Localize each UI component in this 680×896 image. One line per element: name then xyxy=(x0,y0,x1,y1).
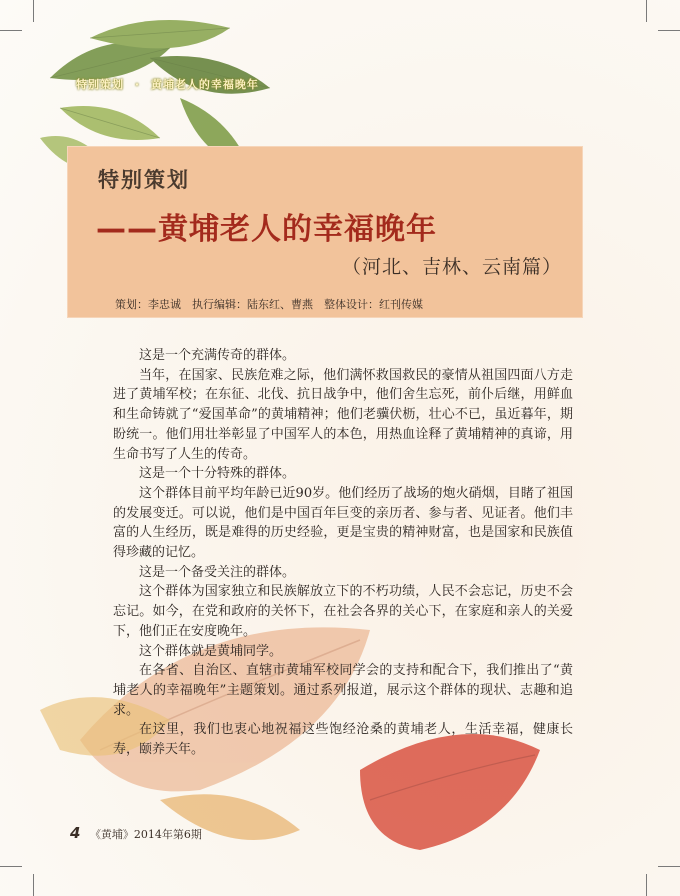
crop-mark xyxy=(658,30,680,31)
crop-mark xyxy=(33,874,34,896)
body-paragraph: 这是一个备受关注的群体。 xyxy=(139,564,296,580)
crop-mark xyxy=(0,30,22,31)
crop-mark xyxy=(658,866,680,867)
article-body xyxy=(113,346,573,760)
header-section: 特别策划 xyxy=(76,78,124,91)
credits-line: 策划：李忠诚 执行编辑：陆东红、曹燕 整体设计：红刊传媒 xyxy=(115,298,423,311)
crop-mark xyxy=(0,866,22,867)
header-separator: · xyxy=(134,78,141,91)
article-subtitle: （河北、吉林、云南篇） xyxy=(342,256,563,278)
article-title: ——黄埔老人的幸福晚年 xyxy=(96,212,437,247)
running-header xyxy=(76,76,259,92)
body-paragraph: 当年，在国家、民族危难之际，他们满怀救国救民的豪情从祖国四面八方走进了黄埔军校；在东征、北伐、抗日战争中，他们舍生忘死，前仆后继，用鲜血和生命铸就了“爱国革命”的黄埔精神；他们老骥伏枥，壮心不已，虽近暮年，期盼统一。他们用壮举彰显了中国军人的本色，用热血诠释了黄埔精神的真谛，用生命书写了人生的传奇。 xyxy=(113,367,573,462)
body-paragraph: 这个群体就是黄埔同学。 xyxy=(139,643,283,659)
body-paragraph: 这是一个十分特殊的群体。 xyxy=(139,466,296,482)
body-paragraph: 这个群体为国家独立和民族解放立下的不朽功绩，人民不会忘记，历史不会忘记。如今，在党和政府的关怀下，在社会各界的关心下，在家庭和亲人的关爱下，他们正在安度晚年。 xyxy=(113,584,573,639)
crop-mark xyxy=(646,874,647,896)
body-paragraph: 在这里，我们也衷心地祝福这些饱经沧桑的黄埔老人，生活幸福，健康长寿，颐养天年。 xyxy=(113,722,573,758)
crop-mark xyxy=(646,0,647,22)
header-topic: 黄埔老人的幸福晚年 xyxy=(150,78,259,91)
body-paragraph: 这是一个充满传奇的群体。 xyxy=(139,348,296,363)
page-number: 4 xyxy=(70,824,81,842)
body-paragraph: 在各省、自治区、直辖市黄埔军校同学会的支持和配合下，我们推出了“黄埔老人的幸福晚年”主题策划。通过系列报道，展示这个群体的现状、志趣和追求。 xyxy=(113,663,573,718)
body-paragraph: 这个群体目前平均年龄已近90岁。他们经历了战场的炮火硝烟，目睹了祖国的发展变迁。可以说，他们是中国百年巨变的亲历者、参与者、见证者。他们丰富的人生经历，既是难得的历史经验，更是宝贵的精神财富，也是国家和民族值得珍藏的记忆。 xyxy=(113,485,573,561)
publication-info: 《黄埔》2014年第6期 xyxy=(89,828,202,841)
kicker: 特别策划 xyxy=(98,168,190,192)
page-footer xyxy=(70,824,202,842)
